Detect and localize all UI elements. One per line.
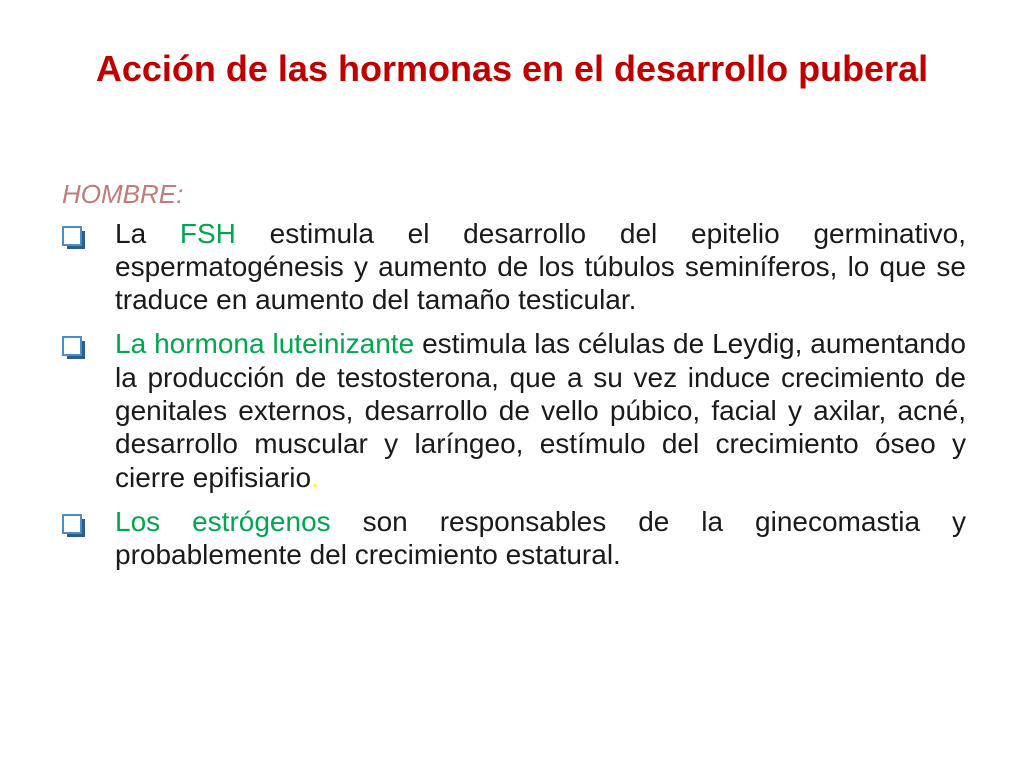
checkbox-square-icon	[62, 226, 86, 250]
checkbox-square-icon	[62, 336, 86, 360]
bullet-list	[62, 217, 966, 572]
bullet-text-1: La FSH estimula el desarrollo del epitelio germinativo, espermatogénesis y aumento de los túbulos seminíferos, lo que se traduce en aumento del tamaño testicular.	[115, 217, 966, 316]
highlight-period: .	[311, 461, 319, 493]
highlight-fsh: FSH	[179, 217, 236, 249]
bullet-text-2: La hormona luteinizante estimula las células de Leydig, aumentando la producción de testosterona, que a su vez induce crecimiento de genitales externos, desarrollo de vello púbico, facial y axilar, acné, desarrollo muscular y laríngeo, estímulo del crecimiento óseo y cierre epifisiario.	[115, 328, 966, 493]
highlight-lh: La hormona luteinizante	[115, 328, 415, 360]
slide-content	[62, 178, 966, 583]
slide-title: Acción de las hormonas en el desarrollo puberal	[95, 48, 929, 89]
highlight-estrogenos: Los estrógenos	[115, 506, 331, 537]
bullet-item	[62, 505, 966, 572]
bullet-item	[62, 217, 966, 317]
bullet-text-3: Los estrógenos son responsables de la ginecomastia y probablemente del crecimiento estatural.	[115, 506, 966, 571]
section-heading: HOMBRE:	[62, 179, 184, 209]
checkbox-square-icon	[62, 514, 86, 538]
bullet-item	[62, 327, 966, 494]
